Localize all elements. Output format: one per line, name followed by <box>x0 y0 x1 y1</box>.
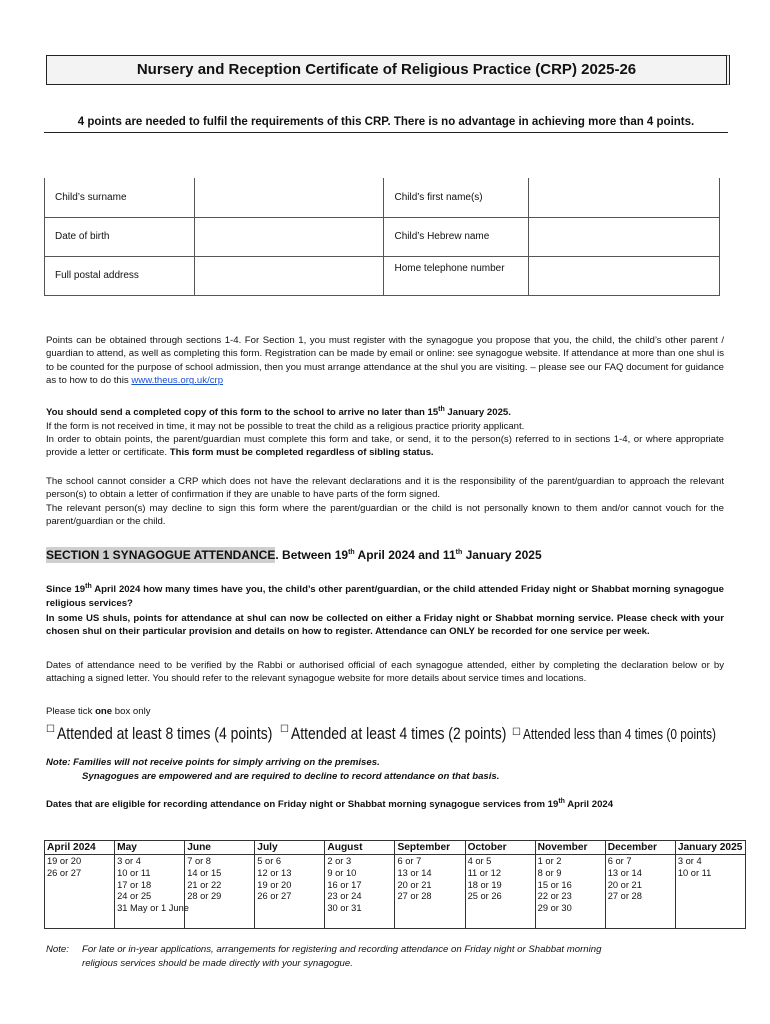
date-pair: 25 or 26 <box>467 891 502 902</box>
crp-guidance-link[interactable]: www.theus.org.uk/crp <box>131 375 224 387</box>
date-pair: 27 or 28 <box>607 891 642 902</box>
month-dates-cell <box>45 855 115 929</box>
month-header: June <box>185 841 255 855</box>
date-pair: 28 or 29 <box>187 891 222 902</box>
us-shuls-paragraph: In some US shuls, points for attendance at shul can now be collected on either a Friday night or Shabbat morning service. Please check with your chosen shul on their particular provision and details on how to register. Attendance can ONLY be recorded for one service per week. <box>46 613 724 638</box>
month-dates-cell <box>325 855 395 929</box>
deadline-line: You should send a completed copy of this form to the school to arrive no later than 15th January 2025. <box>46 406 511 419</box>
childs-surname-field[interactable] <box>194 178 384 217</box>
attendance-question: Since 19th April 2024 how many times have you, the child’s other parent/guardian, or the child attended Friday night or Shabbat morning synagogue religious services? <box>46 583 724 609</box>
date-pair: 6 or 7 <box>397 856 422 866</box>
checkbox-icon[interactable]: ☐ <box>280 724 289 735</box>
date-pair: 23 or 24 <box>327 891 362 902</box>
date-pair: 1 or 2 <box>537 856 562 866</box>
late-applications-note: Note: For late or in-year applications, arrangements for registering and recording attendance on Friday night or Shabbat morning religious services should be made directly with your synagogue. <box>46 944 602 969</box>
date-pair: 18 or 19 <box>467 879 502 890</box>
date-pair: 10 or 11 <box>677 867 712 878</box>
month-header: October <box>465 841 535 855</box>
date-pair: 29 or 30 <box>537 903 572 914</box>
childs-hebrew-name-label: Child’s Hebrew name <box>384 217 529 256</box>
form-title: Nursery and Reception Certificate of Religious Practice (CRP) 2025-26 <box>46 55 730 85</box>
date-pair: 13 or 14 <box>397 867 432 878</box>
date-pair: 14 or 15 <box>187 867 222 878</box>
date-pair: 13 or 14 <box>607 867 642 878</box>
month-header: August <box>325 841 395 855</box>
childs-hebrew-name-field[interactable] <box>529 217 720 256</box>
month-header: January 2025 <box>675 841 745 855</box>
month-dates-cell <box>115 855 189 929</box>
date-pair: 20 or 21 <box>397 879 432 890</box>
month-dates-cell <box>535 855 605 929</box>
childs-first-names-field[interactable] <box>529 178 720 217</box>
month-dates-cell <box>605 855 675 929</box>
obtain-points-instructions: In order to obtain points, the parent/guardian must complete this form and take, or send, it to the person(s) referred to in sections 1-4, or where appropriate provide a letter or certificate. This form must be completed regardless of sibling status. <box>46 434 724 459</box>
checkbox-icon[interactable]: ☐ <box>512 727 521 738</box>
child-details-table <box>44 178 720 296</box>
date-pair: 26 or 27 <box>257 891 292 902</box>
date-pair: 30 or 31 <box>327 903 362 914</box>
date-pair: 5 or 6 <box>257 856 282 866</box>
late-form-warning: If the form is not received in time, it may not be possible to treat the child as a religious practice priority applicant. <box>46 420 525 432</box>
date-pair: 24 or 25 <box>117 891 152 902</box>
section-1-heading: SECTION 1 SYNAGOGUE ATTENDANCE. Between 19th April 2024 and 11th January 2025 <box>46 548 542 562</box>
date-pair: 4 or 5 <box>467 856 492 866</box>
eligible-dates-table <box>44 840 746 929</box>
date-pair: 11 or 12 <box>467 867 501 878</box>
tick-instruction: Please tick one box only <box>46 706 151 717</box>
date-pair: 9 or 10 <box>327 867 357 878</box>
date-pair: 20 or 21 <box>607 879 642 890</box>
date-pair: 27 or 28 <box>397 891 432 902</box>
school-cannot-consider: The school cannot consider a CRP which does not have the relevant declarations and it is the responsibility of the parent/guardian to approach the relevant person(s) to obtain a letter of confirmation if they are unable to have parts of the form signed. <box>46 476 724 501</box>
childs-surname-label: Child’s surname <box>45 178 195 217</box>
month-dates-cell <box>185 855 255 929</box>
option-8-times[interactable]: ☐ Attended at least 8 times (4 points) <box>46 724 273 743</box>
option-4-times[interactable]: ☐ Attended at least 4 times (2 points) <box>280 724 507 743</box>
home-telephone-field[interactable] <box>529 256 720 295</box>
month-header: July <box>255 841 325 855</box>
month-header: December <box>605 841 675 855</box>
date-pair: 31 May or 1 June <box>117 903 189 914</box>
home-telephone-label: Home telephone number <box>384 256 529 295</box>
checkbox-icon[interactable]: ☐ <box>46 724 55 735</box>
month-dates-cell <box>465 855 535 929</box>
points-requirement: 4 points are needed to fulfil the requirements of this CRP. There is no advantage in achieving more than 4 points. <box>44 116 728 133</box>
date-pair: 3 or 4 <box>677 856 702 866</box>
dates-verification-paragraph: Dates of attendance need to be verified by the Rabbi or authorised official of each synagogue attended, either by completing the declaration below or by attaching a signed letter. You should refer to the relevant synagogue website for more details about service times and locations. <box>46 660 724 685</box>
date-pair: 3 or 4 <box>117 856 141 866</box>
date-pair: 15 or 16 <box>537 879 572 890</box>
date-pair: 12 or 13 <box>257 867 292 878</box>
date-pair: 6 or 7 <box>607 856 632 866</box>
postal-address-label: Full postal address <box>45 256 195 295</box>
month-dates-cell <box>255 855 325 929</box>
date-pair: 2 or 3 <box>327 856 352 866</box>
deadline-paragraph <box>46 403 724 460</box>
attendance-note: Note: Families will not receive points for simply arriving on the premises. Synagogues are empowered and are required to decline to record attendance on that basis. <box>46 757 500 782</box>
childs-first-names-label: Child’s first name(s) <box>384 178 529 217</box>
eligible-dates-heading: Dates that are eligible for recording attendance on Friday night or Shabbat morning synagogue services from 19th April 2024 <box>46 798 614 811</box>
postal-address-field[interactable] <box>194 256 384 295</box>
school-responsibility-paragraph <box>46 475 724 529</box>
date-pair: 22 or 23 <box>537 891 572 902</box>
date-pair: 26 or 27 <box>47 867 82 878</box>
month-dates-cell <box>395 855 465 929</box>
date-pair: 10 or 11 <box>117 867 151 878</box>
month-header: April 2024 <box>45 841 115 855</box>
may-decline-to-sign: The relevant person(s) may decline to sign this form where the parent/guardian or the child is not personally known to them and/or cannot vouch for the parent/guardian or the child. <box>46 502 724 528</box>
date-pair: 8 or 9 <box>537 867 562 878</box>
month-header: May <box>115 841 185 855</box>
month-header: November <box>535 841 605 855</box>
date-pair: 21 or 22 <box>187 879 222 890</box>
date-pair: 7 or 8 <box>187 856 211 866</box>
date-pair: 19 or 20 <box>47 856 82 866</box>
month-dates-cell <box>675 855 745 929</box>
date-pair: 19 or 20 <box>257 879 292 890</box>
month-header: September <box>395 841 465 855</box>
intro-text: Points can be obtained through sections 1-4. For Section 1, you must register with the synagogue you propose that you, the child, the child’s other parent / guardian to attend, as well as completing this form. Registration can be made by email or online: see synagogue website. If attendance at more than one shul is to be counted for the purpose of school admission, then you must arrange attendance at the shul you are visiting. – please see our FAQ document for guidance as to how to do this <box>46 335 724 387</box>
intro-paragraph <box>46 334 724 388</box>
date-pair: 16 or 17 <box>327 879 362 890</box>
date-pair: 17 or 18 <box>117 879 152 890</box>
option-less-than-4[interactable]: ☐ Attended less than 4 times (0 points) <box>512 727 716 743</box>
date-of-birth-label: Date of birth <box>45 217 195 256</box>
date-of-birth-field[interactable] <box>194 217 384 256</box>
